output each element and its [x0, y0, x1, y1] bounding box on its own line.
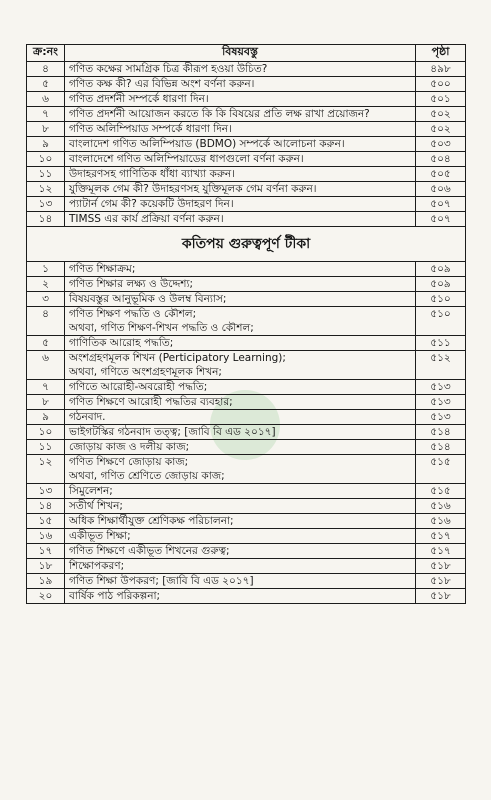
table-row — [27, 107, 466, 122]
section-title: কতিপয় গুরুত্বপূর্ণ টীকা — [26, 227, 466, 261]
row-number: ২০ — [27, 589, 65, 604]
row-number: ১১ — [27, 167, 65, 182]
row-subject-line: গণিত শিক্ষার লক্ষ্য ও উদ্দেশ্য; — [69, 278, 194, 290]
row-page: ৫১৭ — [416, 529, 466, 544]
row-number: ১৮ — [27, 559, 65, 574]
row-page: ৫১৬ — [416, 499, 466, 514]
row-subject-line: গণিতে আরোহী-অবরোহী পদ্ধতি; — [69, 381, 208, 393]
row-subject-line-alt: অথবা, গণিতে অংশগ্রহণমূলক শিখন; — [69, 366, 222, 378]
row-number: ৪ — [27, 62, 65, 77]
row-subject-line: গণিত শিক্ষা উপকরণ; [জাবি বি এড ২০১৭] — [69, 575, 254, 587]
row-subject — [65, 152, 416, 167]
row-subject-line: গণিত কক্ষ কী? এর বিভিন্ন অংশ বর্ণনা করুন। — [69, 78, 255, 90]
row-page: ৫১৫ — [416, 455, 466, 484]
row-number: ১৯ — [27, 574, 65, 589]
row-subject — [65, 544, 416, 559]
row-subject-line: অংশগ্রহণমূলক শিখন (Perticipatory Learning); — [69, 352, 286, 364]
row-subject-line: গঠনবাদ. — [69, 411, 106, 423]
row-page: ৫১৩ — [416, 410, 466, 425]
row-subject-line: গণিত শিক্ষাক্রম; — [69, 263, 136, 275]
table-row — [27, 574, 466, 589]
row-subject-line: ভাইগটস্কির গঠনবাদ তত্ত্ব; [জাবি বি এড ২০১৭] — [69, 426, 276, 438]
row-number: ৫ — [27, 77, 65, 92]
row-subject — [65, 107, 416, 122]
table-row — [27, 62, 466, 77]
row-number: ৭ — [27, 107, 65, 122]
row-subject — [65, 440, 416, 455]
index-page — [26, 44, 466, 604]
row-page: ৫১৪ — [416, 440, 466, 455]
row-page: ৫০০ — [416, 77, 466, 92]
row-subject — [65, 514, 416, 529]
row-subject — [65, 167, 416, 182]
row-number: ১২ — [27, 182, 65, 197]
row-page: ৫১৬ — [416, 514, 466, 529]
header-number: ক্র:নং — [27, 45, 65, 62]
row-number: ১২ — [27, 455, 65, 484]
row-page: ৫০৯ — [416, 277, 466, 292]
row-subject-line: গণিত অলিম্পিয়াড সম্পর্কে ধারণা দিন। — [69, 123, 232, 135]
row-page: ৫১৫ — [416, 484, 466, 499]
table-row — [27, 197, 466, 212]
row-subject — [65, 351, 416, 380]
row-number: ৬ — [27, 351, 65, 380]
table-row — [27, 380, 466, 395]
row-number: ৩ — [27, 292, 65, 307]
row-page: ৫১২ — [416, 351, 466, 380]
row-page: ৫০২ — [416, 122, 466, 137]
row-subject-line: একীভূত শিক্ষা; — [69, 530, 131, 542]
row-subject — [65, 92, 416, 107]
row-number: ৮ — [27, 395, 65, 410]
row-subject-line: TIMSS এর কার্য প্রক্রিয়া বর্ণনা করুন। — [69, 213, 224, 225]
table-row — [27, 351, 466, 380]
table-row — [27, 137, 466, 152]
row-number: ১৬ — [27, 529, 65, 544]
row-page: ৫০৯ — [416, 262, 466, 277]
row-page: ৫১০ — [416, 307, 466, 336]
row-page: ৫১৮ — [416, 559, 466, 574]
table-row — [27, 440, 466, 455]
table-row — [27, 336, 466, 351]
row-subject-line: গণিত কক্ষের সামগ্রিক চিত্র কীরূপ হওয়া উচিত? — [69, 63, 268, 75]
row-number: ৭ — [27, 380, 65, 395]
row-page: ৫১০ — [416, 292, 466, 307]
row-page: ৫০৪ — [416, 152, 466, 167]
row-subject-line: গণিত শিক্ষণ পদ্ধতি ও কৌশল; — [69, 308, 197, 320]
row-page: ৫১৭ — [416, 544, 466, 559]
table-row — [27, 410, 466, 425]
row-number: ৬ — [27, 92, 65, 107]
row-subject — [65, 122, 416, 137]
row-subject-line: গণিত প্রদর্শনী আয়োজন করতে কি কি বিষয়ের প্রতি লক্ষ রাখা প্রয়োজন? — [69, 108, 370, 120]
row-subject — [65, 62, 416, 77]
row-subject-line: বার্ষিক পাঠ পরিকল্পনা; — [69, 590, 161, 602]
table-row — [27, 514, 466, 529]
row-subject — [65, 484, 416, 499]
table-row — [27, 77, 466, 92]
table-row — [27, 292, 466, 307]
row-page: ৫১৮ — [416, 574, 466, 589]
row-subject — [65, 559, 416, 574]
row-number: ৫ — [27, 336, 65, 351]
row-number: ১৪ — [27, 499, 65, 514]
table-row — [27, 589, 466, 604]
row-number: ১৭ — [27, 544, 65, 559]
row-subject-line: গণিত শিক্ষণে আরোহী পদ্ধতির ব্যবহার; — [69, 396, 233, 408]
row-subject-line: গাণিতিক আরোহ পদ্ধতি; — [69, 337, 174, 349]
row-subject — [65, 182, 416, 197]
row-subject — [65, 395, 416, 410]
row-subject-line: সতীর্থ শিখন; — [69, 500, 123, 512]
row-subject — [65, 529, 416, 544]
table-row — [27, 499, 466, 514]
row-subject-line: গণিত শিক্ষণে জোড়ায় কাজ; — [69, 456, 189, 468]
row-subject-line: গণিত শিক্ষণে একীভূত শিখনের গুরুত্ব; — [69, 545, 230, 557]
row-subject — [65, 277, 416, 292]
row-subject-line: বিষয়বস্তুর আনুভূমিক ও উলম্ব বিন্যাস; — [69, 293, 227, 305]
row-subject — [65, 212, 416, 227]
table-row — [27, 167, 466, 182]
table-row — [27, 425, 466, 440]
row-number: ২ — [27, 277, 65, 292]
row-page: ৪৯৮ — [416, 62, 466, 77]
row-subject-line-alt: অথবা, গণিত শ্রেণিতে জোড়ায় কাজ; — [69, 470, 225, 482]
row-number: ১৩ — [27, 197, 65, 212]
row-page: ৫১৮ — [416, 589, 466, 604]
row-subject-line: বাংলাদেশ গণিত অলিম্পিয়াড (BDMO) সম্পর্কে আলোচনা করুন। — [69, 138, 345, 150]
row-page: ৫০৭ — [416, 197, 466, 212]
row-number: ১৫ — [27, 514, 65, 529]
row-number: ১০ — [27, 152, 65, 167]
row-subject — [65, 77, 416, 92]
row-subject — [65, 425, 416, 440]
row-subject-line-alt: অথবা, গণিত শিক্ষণ-শিখন পদ্ধতি ও কৌশল; — [69, 322, 254, 334]
row-number: ৪ — [27, 307, 65, 336]
row-subject-line: সিমুলেশন; — [69, 485, 113, 497]
row-number: ৯ — [27, 410, 65, 425]
row-number: ১৩ — [27, 484, 65, 499]
row-subject-line: জোড়ায় কাজ ও দলীয় কাজ; — [69, 441, 190, 453]
row-subject — [65, 336, 416, 351]
index-table-top — [26, 44, 466, 227]
row-page: ৫০৫ — [416, 167, 466, 182]
row-page: ৫১১ — [416, 336, 466, 351]
row-number: ১৪ — [27, 212, 65, 227]
row-page: ৫০২ — [416, 107, 466, 122]
row-page: ৫১৪ — [416, 425, 466, 440]
table-row — [27, 212, 466, 227]
row-number: ১০ — [27, 425, 65, 440]
row-page: ৫১৩ — [416, 380, 466, 395]
table-row — [27, 455, 466, 484]
row-page: ৫০৩ — [416, 137, 466, 152]
row-subject — [65, 574, 416, 589]
table-row — [27, 277, 466, 292]
row-subject — [65, 455, 416, 484]
index-table-bottom — [26, 261, 466, 604]
row-number: ৯ — [27, 137, 65, 152]
row-subject — [65, 380, 416, 395]
table-row — [27, 559, 466, 574]
table-row — [27, 182, 466, 197]
row-page: ৫০১ — [416, 92, 466, 107]
row-subject — [65, 292, 416, 307]
row-page: ৫০৭ — [416, 212, 466, 227]
row-subject-line: প্যাটার্ন গেম কী? কয়েকটি উদাহরণ দিন। — [69, 198, 234, 210]
row-page: ৫০৬ — [416, 182, 466, 197]
row-number: ১১ — [27, 440, 65, 455]
row-subject-line: যুক্তিমূলক গেম কী? উদাহরণসহ যুক্তিমূলক গেম বর্ণনা করুন। — [69, 183, 317, 195]
row-subject — [65, 499, 416, 514]
table-row — [27, 529, 466, 544]
header-page: পৃষ্ঠা — [416, 45, 466, 62]
row-page: ৫১৩ — [416, 395, 466, 410]
row-subject — [65, 307, 416, 336]
table-row — [27, 484, 466, 499]
row-subject — [65, 137, 416, 152]
row-subject-line: বাংলাদেশে গণিত অলিম্পিয়াডের ধাপগুলো বর্ণনা করুন। — [69, 153, 304, 165]
header-subject: বিষয়বস্তু — [65, 45, 416, 62]
table-row — [27, 544, 466, 559]
row-subject-line: অধিক শিক্ষার্থীযুক্ত শ্রেণিকক্ষ পরিচালনা; — [69, 515, 234, 527]
row-subject — [65, 197, 416, 212]
table-row — [27, 92, 466, 107]
row-subject — [65, 410, 416, 425]
row-subject-line: উদাহরণসহ গাণিতিক ধাঁধা ব্যাখ্যা করুন। — [69, 168, 235, 180]
table-header — [27, 45, 466, 62]
table-row — [27, 262, 466, 277]
row-subject — [65, 262, 416, 277]
row-number: ৮ — [27, 122, 65, 137]
table-row — [27, 395, 466, 410]
row-subject-line: গণিত প্রদর্শনী সম্পর্কে ধারণা দিন। — [69, 93, 209, 105]
table-row — [27, 152, 466, 167]
row-subject-line: শিক্ষোপকরণ; — [69, 560, 125, 572]
table-row — [27, 307, 466, 336]
row-number: ১ — [27, 262, 65, 277]
table-row — [27, 122, 466, 137]
row-subject — [65, 589, 416, 604]
